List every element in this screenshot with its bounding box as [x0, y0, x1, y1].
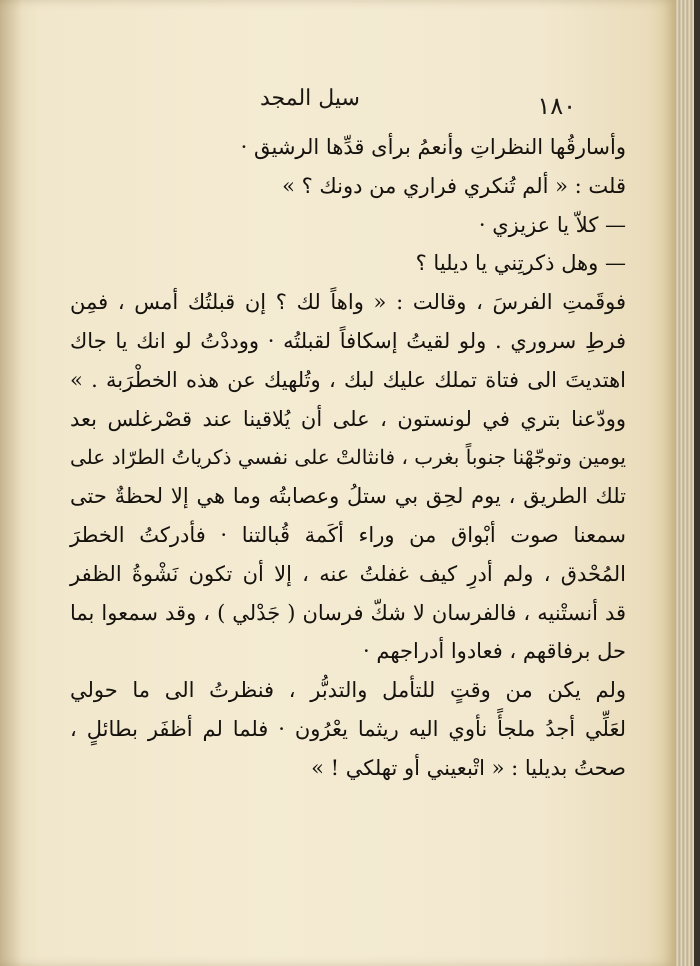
text-line: فوقَمتِ الفرسَ ، وقالت : « واهاً لك ؟ إن قبلتُك أمس ، فمِن — [70, 290, 626, 315]
text-line: — وهل ذكرتِني يا ديليا ؟ — [415, 251, 626, 276]
text-line: وأسارقُها النظراتِ وأنعمُ برأى قدِّها الرشيق · — [240, 135, 626, 159]
text-line: ولم يكن من وقتٍ للتأمل والتدبُّر ، فنظرتُ الى ما حولي — [70, 678, 626, 703]
book-cover-edge — [694, 0, 700, 966]
text-line: قلت : « ألم تُنكري فراري من دونك ؟ » — [282, 173, 626, 198]
text-line: صحتُ بديليا : « اتْبعيني أو تهلكي ! » — [311, 755, 626, 780]
text-line: وودّعنا بتري في لونستون ، على أن يُلاقينا عند قصْرغلس بعد — [70, 406, 626, 431]
text-line: تلك الطريق ، يوم لحِق بي ستلُ وعصابتُه وما هي إلا لحظةٌ حتى — [70, 484, 626, 509]
page-body-text — [70, 128, 626, 788]
text-line: سمعنا صوت أبْواق من وراء أكَمة قُبالتنا · فأدركتُ الخطرَ — [70, 522, 626, 547]
text-line: اهتديتَ الى فتاة تملك عليك لبك ، وتُلهيك عن هذه الخطْرَبة . » — [70, 367, 626, 392]
text-line: قد أنستْنيه ، فالفرسان لا شكّ فرسان ( جَدْلي ) ، وقد سمعوا بما — [70, 600, 626, 625]
text-line: المُحْدق ، ولم أدرِ كيف غفلتُ عنه ، إلا أن تكون نَشْوةُ الظفر — [70, 561, 626, 586]
text-line: — كلاّ يا عزيزي · — [478, 212, 626, 237]
gutter-shadow — [0, 0, 22, 966]
running-title: سيل المجد — [259, 86, 360, 111]
text-line: لعَلِّي أجدُ ملجأً نأوي اليه ريثما يعْرُون · فلما لم أظفَر بطائلٍ ، — [70, 716, 626, 741]
page-number: ١٨٠ — [537, 92, 576, 120]
text-line: فرطِ سروري . ولو لقيتُ إسكافاً لقبلتُه · ووددْتُ لو انك يا جاك — [70, 328, 626, 353]
text-line: يومين وتوجّهْنا جنوباً بغرب ، فانثالتْ على نفسي ذكرياتُ الطرّاد على — [70, 445, 626, 470]
text-line: حل برفاقهم ، فعادوا أدراجهم · — [363, 639, 626, 664]
